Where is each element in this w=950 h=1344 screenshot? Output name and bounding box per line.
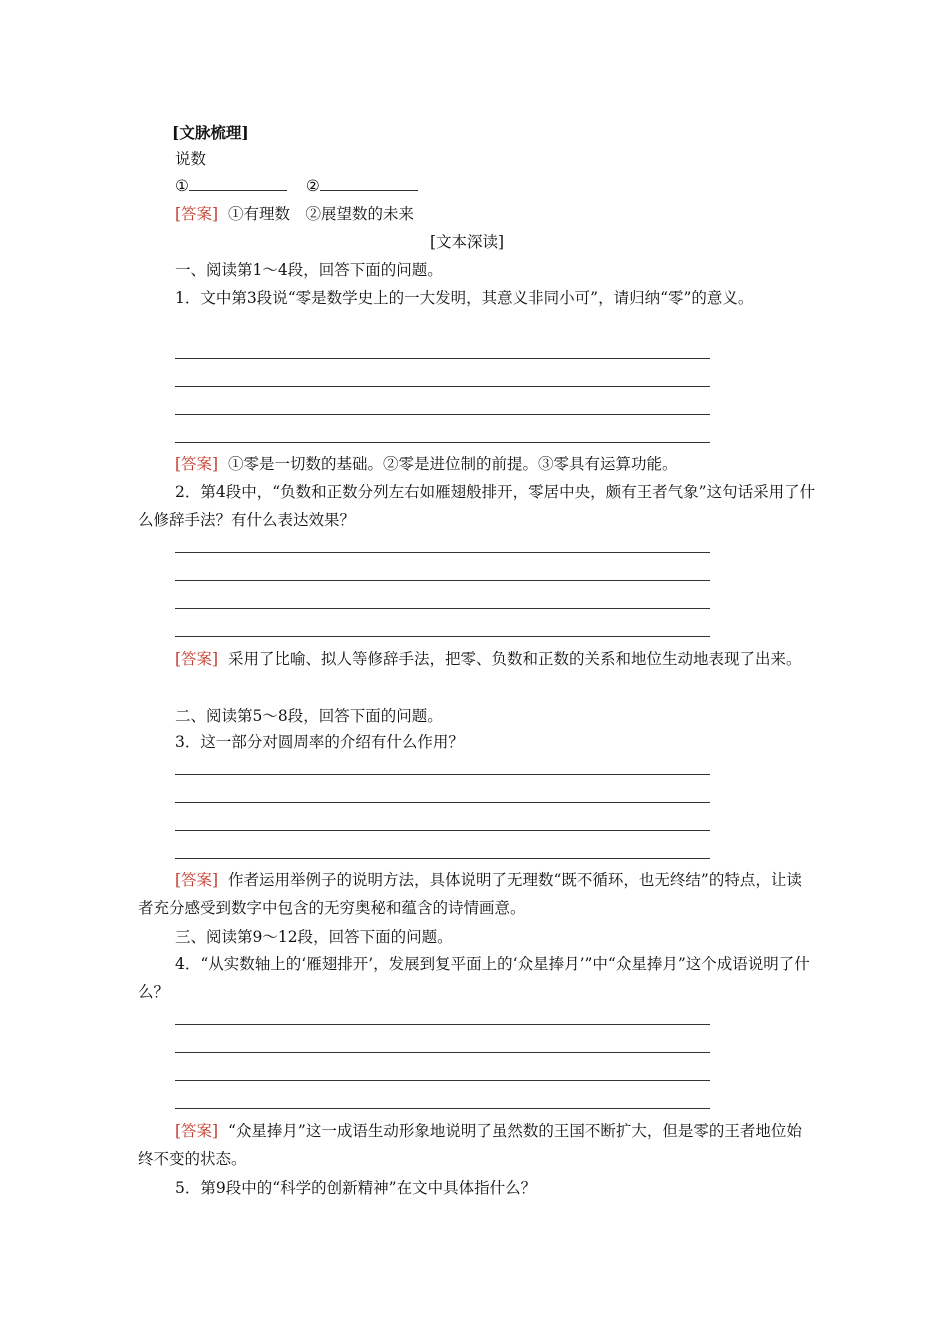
answer-text: 采用了比喻、拟人等修辞手法，把零、负数和正数的关系和地位生动地表现了出来。 [227, 650, 802, 668]
answer-line[interactable] [175, 830, 710, 831]
answer-text: ①零是一切数的基础。②零是进位制的前提。③零具有运算功能。 [227, 455, 678, 473]
answer-text: ①有理数 ②展望数的未来 [227, 205, 414, 223]
answer-label: [答案] [175, 455, 219, 473]
answer-label: [答案] [175, 871, 219, 889]
answer-line[interactable] [175, 580, 710, 581]
blank-2-line[interactable] [320, 176, 418, 191]
part3-heading: 三、阅读第9～12段，回答下面的问题。 [175, 928, 453, 946]
answer-text: 作者运用举例子的说明方法，具体说明了无理数“既不循环，也无终结”的特点，让读者充分感受到数字中包含的无穷奥秘和蕴含的诗情画意。 [138, 871, 802, 917]
answer-line[interactable] [175, 1108, 710, 1109]
outline-blanks [175, 176, 432, 196]
answer-label: [答案] [175, 650, 219, 668]
answer-line[interactable] [175, 802, 710, 803]
part2-heading: 二、阅读第5～8段，回答下面的问题。 [175, 707, 443, 725]
answer-label: [答案] [175, 1122, 219, 1140]
question-3: 3．这一部分对圆周率的介绍有什么作用？ [175, 733, 464, 751]
answer-label: [答案] [175, 205, 219, 223]
outline-answer [175, 204, 414, 224]
blank-1-line[interactable] [189, 176, 287, 191]
answer-1 [175, 454, 677, 474]
outline-heading: [文脉梳理] [172, 123, 249, 142]
answer-line[interactable] [175, 1024, 710, 1025]
answer-line[interactable] [175, 858, 710, 859]
answer-line[interactable] [175, 636, 710, 637]
question-2: 2．第4段中，“负数和正数分列左右如雁翅般排开，零居中央，颇有王者气象”这句话采用了什么修辞手法？有什么表达效果？ [138, 483, 816, 529]
question-4: 4．“从实数轴上的‘雁翅排开’，发展到复平面上的‘众星捧月’”中“众星捧月”这个成语说明了什么？ [138, 955, 810, 1001]
question-1: 1．文中第3段说“零是数学史上的一大发明，其意义非同小可”，请归纳“零”的意义。 [175, 289, 754, 307]
outline-title: 说数 [175, 150, 207, 168]
blank-1-marker: ① [175, 177, 189, 195]
answer-text: “众星捧月”这一成语生动形象地说明了虽然数的王国不断扩大，但是零的王者地位始终不变的状态。 [138, 1122, 802, 1168]
answer-line[interactable] [175, 1080, 710, 1081]
part1-heading: 一、阅读第1～4段，回答下面的问题。 [175, 261, 443, 279]
deep-reading-heading: [文本深读] [430, 233, 505, 251]
answer-line[interactable] [175, 386, 710, 387]
answer-line[interactable] [175, 442, 710, 443]
answer-line[interactable] [175, 774, 710, 775]
answer-line[interactable] [175, 608, 710, 609]
blank-2-marker: ② [305, 177, 320, 195]
question-5: 5．第9段中的“科学的创新精神”在文中具体指什么？ [175, 1179, 537, 1197]
answer-line[interactable] [175, 1052, 710, 1053]
answer-3 [138, 866, 816, 922]
answer-2 [138, 645, 816, 673]
answer-line[interactable] [175, 414, 710, 415]
answer-4 [138, 1117, 816, 1173]
answer-line[interactable] [175, 358, 710, 359]
answer-line[interactable] [175, 552, 710, 553]
